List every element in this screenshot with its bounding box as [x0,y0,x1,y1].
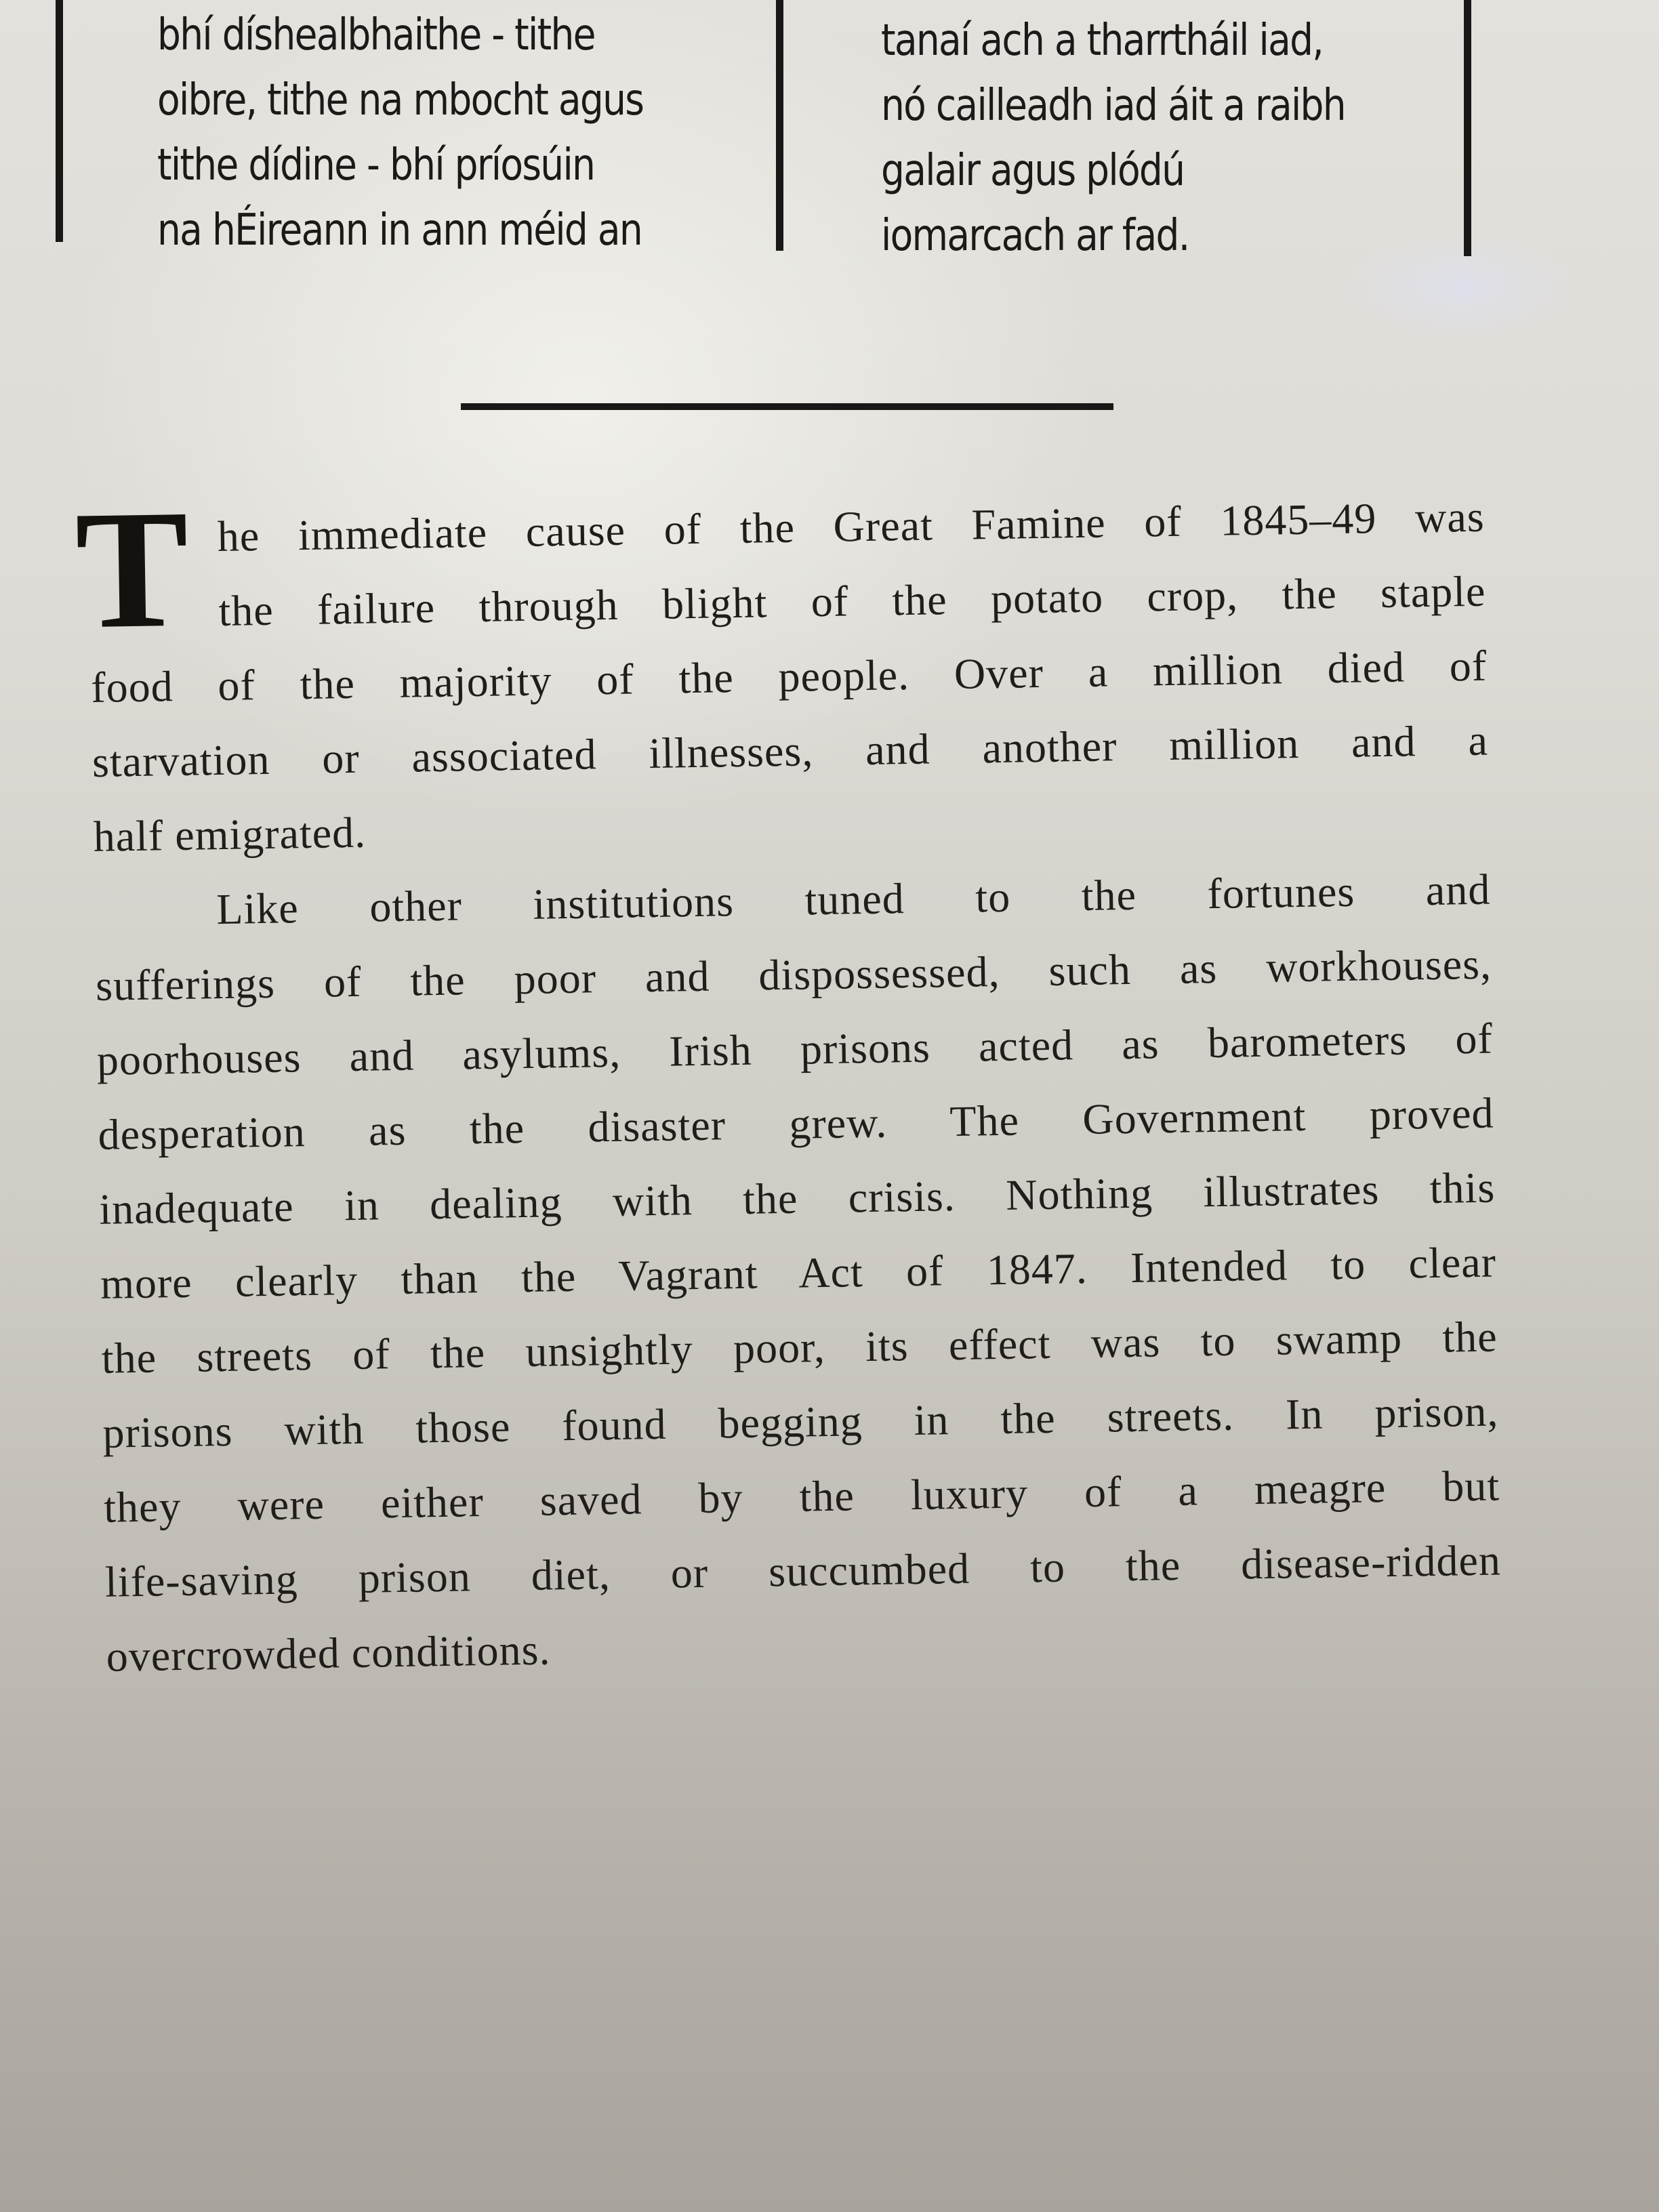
irish-panel-middle-rule [776,0,783,251]
paragraph-2-line: overcrowded conditions. [106,1625,551,1681]
irish-right-line [881,0,1351,8]
paragraph-1-line: the failure through blight of the potato crop, the staple [218,567,1486,635]
irish-left-line: oibre, tithe na mbocht agus [157,75,644,125]
paragraph-2-line: the streets of the unsightly poor, its effect was to swamp the [101,1312,1498,1382]
paragraph-1-line: half emigrated. [93,808,367,861]
english-text-block [74,474,1502,1694]
paragraph-2-line: sufferings of the poor and dispossessed, such as workhouses, [95,939,1492,1010]
irish-panel-left-rule [56,0,63,242]
section-divider [461,403,1113,410]
paragraph-2-line: poorhouses and asylums, Irish prisons acted as barometers of [96,1014,1494,1084]
paragraph-famine-cause [74,474,1490,874]
irish-right-column [881,0,1351,268]
paragraph-2-line: they were either saved by the luxury of a meagre but [103,1461,1500,1532]
paragraph-1-line: starvation or associated illnesses, and another million and a [91,716,1489,786]
paragraph-2-line: desperation as the disaster grew. The Government proved [98,1088,1494,1159]
irish-left-line: na hÉireann in ann méid an [157,205,642,255]
paragraph-2-line: life-saving prison diet, or succumbed to the disease-ridden [104,1536,1502,1606]
paragraph-2-line: inadequate in dealing with the crisis. Nothing illustrates this [98,1163,1496,1233]
irish-left-line: bhí díshealbhaithe - tithe [157,10,595,60]
irish-right-line: iomarcach ar fad. [881,211,1189,261]
irish-right-line: nó cailleadh iad áit a raibh [881,81,1345,131]
paragraph-2-line: Like other institutions tuned to the fortunes and [216,865,1491,934]
paragraph-prisons [94,853,1503,1694]
paragraph-2-line: prisons with those found begging in the streets. In prison, [102,1387,1499,1457]
irish-right-line: tanaí ach a tharrtháil iad, [881,16,1324,66]
paragraph-1-line: he immediate cause of the Great Famine of 1845–49 was [217,492,1486,561]
irish-panel-right-rule [1464,0,1471,256]
irish-right-line: galair agus plódú [881,146,1185,196]
paragraph-1-line: food of the majority of the people. Over a million died of [90,641,1488,712]
drop-cap: T [74,474,190,665]
irish-left-column [157,3,643,263]
irish-left-line: tithe dídine - bhí príosúin [157,140,595,190]
paragraph-2-line: more clearly than the Vagrant Act of 1847. Intended to clear [100,1237,1497,1308]
